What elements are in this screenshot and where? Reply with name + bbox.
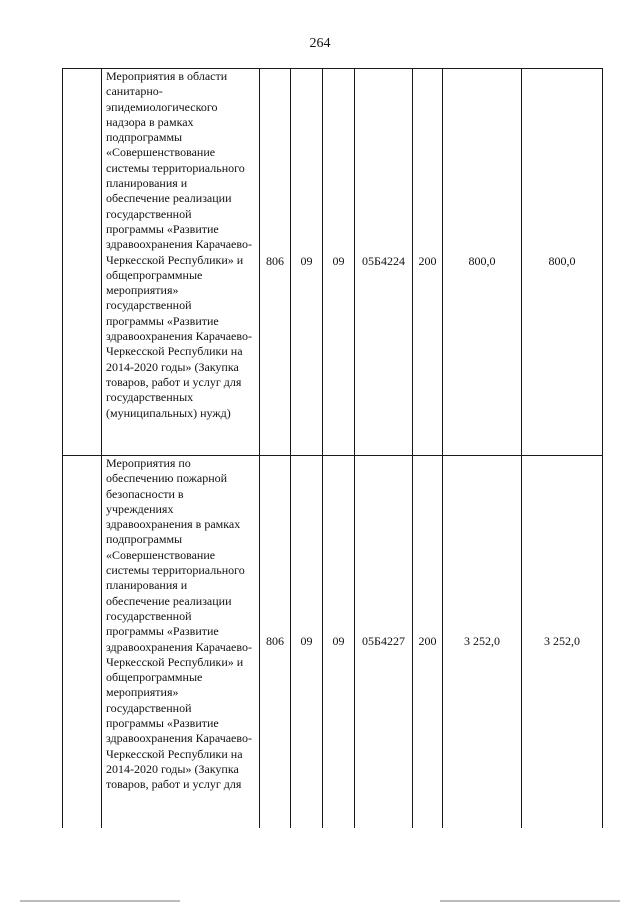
amount-2: 3 252,0 xyxy=(522,456,603,829)
amount-1: 3 252,0 xyxy=(443,456,522,829)
ministry-code: 806 xyxy=(260,69,291,456)
expense-description-cell xyxy=(102,456,260,829)
section-code: 09 xyxy=(291,69,323,456)
scan-artifact xyxy=(20,900,180,902)
expense-description: Мероприятия в области санитарно-эпидемиологического надзора в рамках подпрограммы «Совершенствование системы территориального планирования и обеспечение реализации государственной программы «Развитие здравоохранения Карачаево-Черкесской Республики» и общепрограммные мероприятия» государственной программы «Развитие здравоохранения Карачаево-Черкесской Республики на 2014-2020 годы» (Закупка товаров, работ и услуг для государственных (муниципальных) нужд) xyxy=(106,69,252,420)
table-row xyxy=(63,69,603,456)
scan-artifact xyxy=(440,900,620,902)
amount-2: 800,0 xyxy=(522,69,603,456)
empty-cell xyxy=(63,69,102,456)
expense-description: Мероприятия по обеспечению пожарной безопасности в учреждениях здравоохранения в рамках подпрограммы «Совершенствование системы территориального планирования и обеспечение реализации государственной программы «Развитие здравоохранения Карачаево-Черкесской Республики» и общепрограммные мероприятия» государственной программы «Развитие здравоохранения Карачаево-Черкесской Республики на 2014-2020 годы» (Закупка товаров, работ и услуг для xyxy=(106,456,252,792)
target-article-code: 05Б4227 xyxy=(355,456,413,829)
table-row xyxy=(63,456,603,829)
page-number: 264 xyxy=(309,36,331,51)
target-article-code: 05Б4224 xyxy=(355,69,413,456)
empty-cell xyxy=(63,456,102,829)
expense-description-cell xyxy=(102,69,260,456)
budget-table xyxy=(62,68,603,828)
expense-type-code: 200 xyxy=(413,456,443,829)
subsection-code: 09 xyxy=(323,456,355,829)
ministry-code: 806 xyxy=(260,456,291,829)
subsection-code: 09 xyxy=(323,69,355,456)
expense-type-code: 200 xyxy=(413,69,443,456)
section-code: 09 xyxy=(291,456,323,829)
amount-1: 800,0 xyxy=(443,69,522,456)
